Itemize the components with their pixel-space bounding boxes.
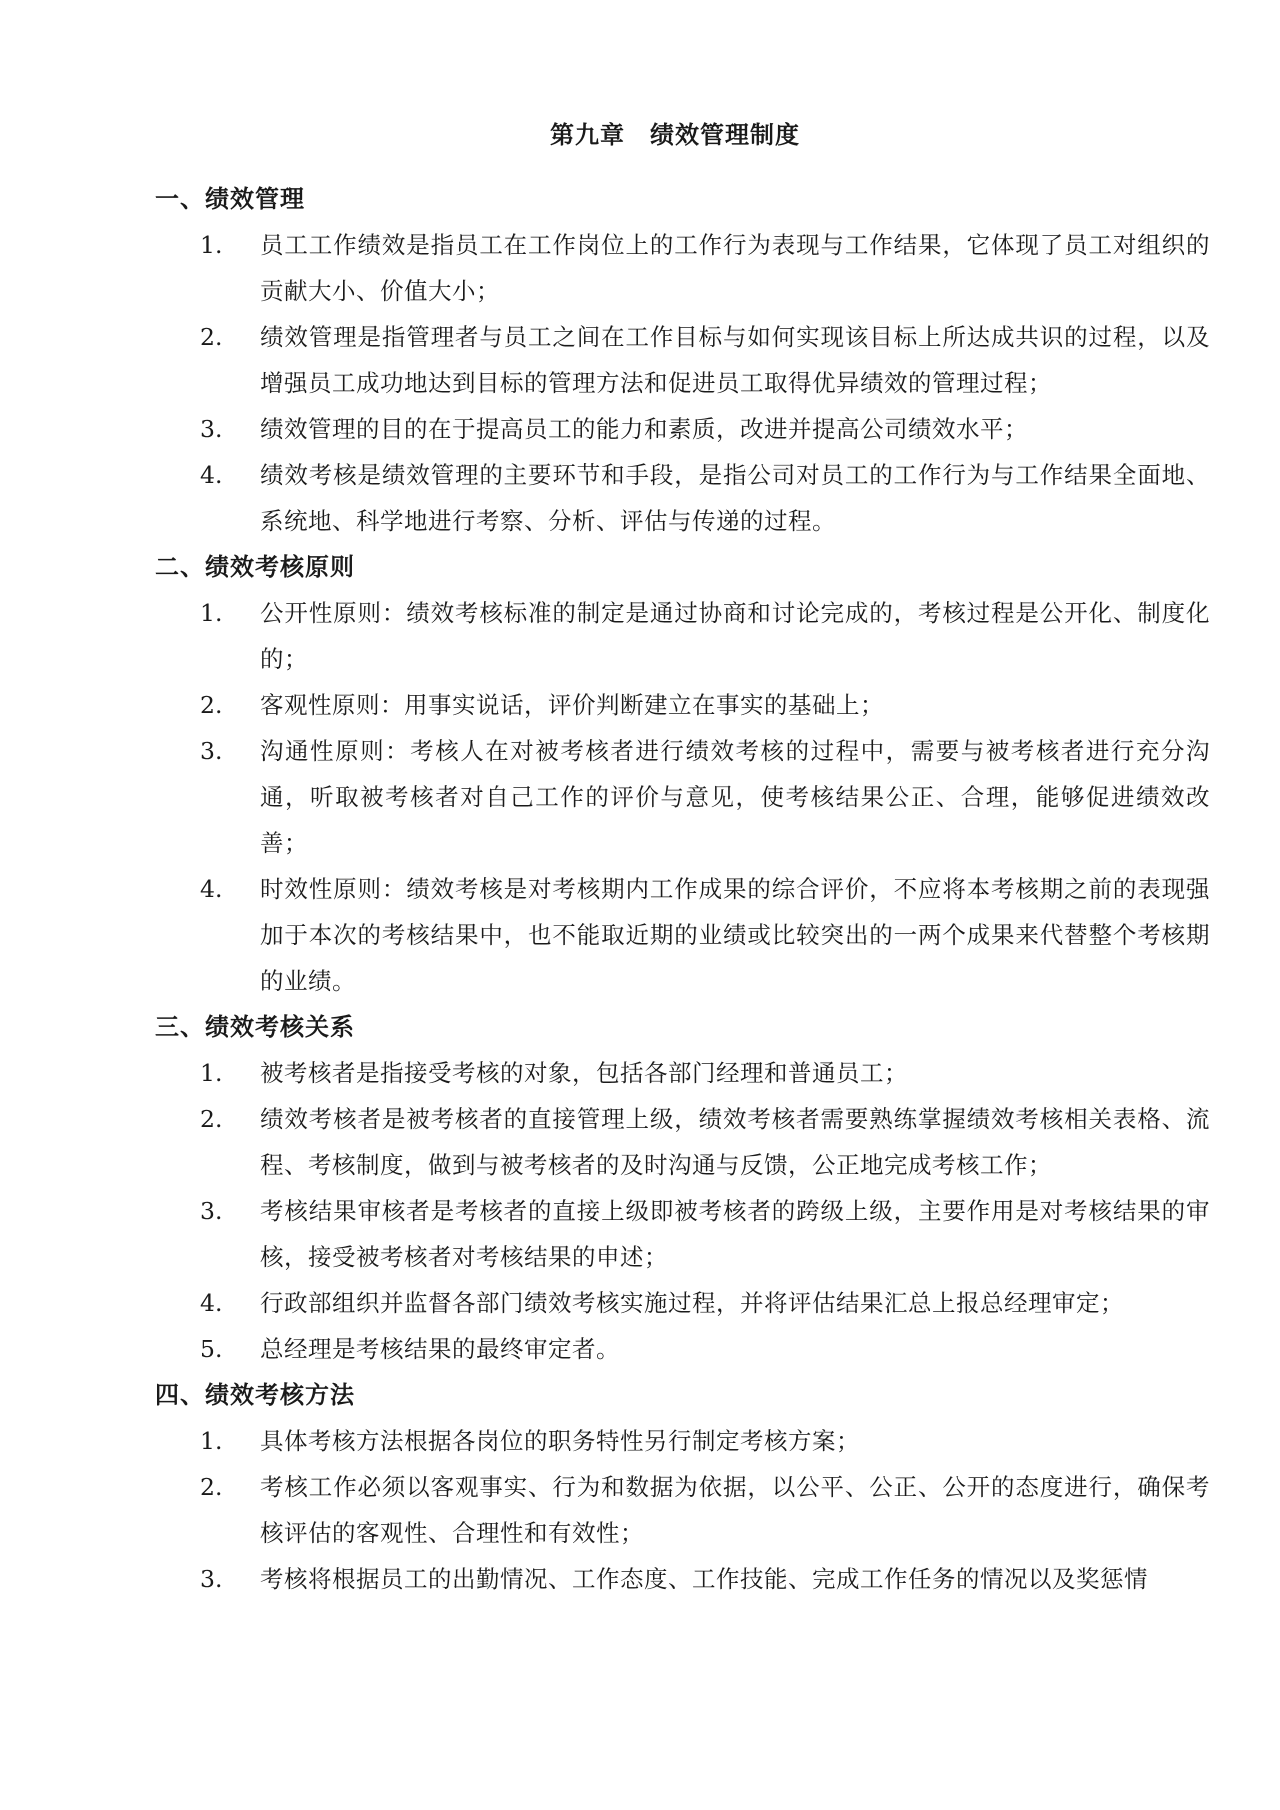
list-item-text: 时效性原则：绩效考核是对考核期内工作成果的综合评价，不应将本考核期之前的表现强加于本次的考核结果中，也不能取近期的业绩或比较突出的一两个成果来代替整个考核期的业绩。 [260, 875, 1210, 995]
list-item [155, 406, 1210, 452]
numbered-list [155, 1418, 1210, 1602]
list-item-number: 2. [200, 1473, 223, 1501]
list-item-number: 1. [200, 599, 223, 627]
list-item-number: 3. [200, 1197, 223, 1225]
list-item-text: 员工工作绩效是指员工在工作岗位上的工作行为表现与工作结果，它体现了员工对组织的贡献大小、价值大小； [260, 231, 1210, 305]
section [155, 1380, 1210, 1602]
list-item [155, 866, 1210, 1004]
list-item-number: 1. [200, 1427, 223, 1455]
list-item-number: 3. [200, 1565, 223, 1593]
list-item-text: 考核将根据员工的出勤情况、工作态度、工作技能、完成工作任务的情况以及奖惩情 [260, 1565, 1148, 1593]
list-item [155, 682, 1210, 728]
list-item [155, 728, 1210, 866]
list-item-number: 3. [200, 737, 223, 765]
list-item [155, 1280, 1210, 1326]
list-item-text: 具体考核方法根据各岗位的职务特性另行制定考核方案； [260, 1427, 860, 1455]
list-item-text: 绩效管理是指管理者与员工之间在工作目标与如何实现该目标上所达成共识的过程，以及增强员工成功地达到目标的管理方法和促进员工取得优异绩效的管理过程； [260, 323, 1210, 397]
list-item-number: 2. [200, 691, 223, 719]
list-item [155, 1096, 1210, 1188]
list-item [155, 1188, 1210, 1280]
list-item-text: 绩效考核者是被考核者的直接管理上级，绩效考核者需要熟练掌握绩效考核相关表格、流程、考核制度，做到与被考核者的及时沟通与反馈，公正地完成考核工作； [260, 1105, 1210, 1179]
list-item-number: 4. [200, 1289, 223, 1317]
section-heading: 二、绩效考核原则 [155, 552, 355, 581]
list-item-number: 1. [200, 231, 223, 259]
list-item [155, 1556, 1210, 1602]
list-item [155, 1050, 1210, 1096]
list-item-number: 3. [200, 415, 223, 443]
section [155, 552, 1210, 1004]
numbered-list [155, 1050, 1210, 1372]
list-item [155, 1464, 1210, 1556]
list-item [155, 222, 1210, 314]
list-item-text: 客观性原则：用事实说话，评价判断建立在事实的基础上； [260, 691, 884, 719]
list-item-number: 5. [200, 1335, 223, 1363]
section [155, 184, 1210, 544]
section-heading: 三、绩效考核关系 [155, 1012, 355, 1041]
numbered-list [155, 222, 1210, 544]
list-item-text: 行政部组织并监督各部门绩效考核实施过程，并将评估结果汇总上报总经理审定； [260, 1289, 1124, 1317]
list-item-text: 绩效管理的目的在于提高员工的能力和素质，改进并提高公司绩效水平； [260, 415, 1028, 443]
section-heading: 一、绩效管理 [155, 184, 305, 213]
list-item [155, 314, 1210, 406]
document-body [155, 184, 1210, 1602]
list-item-number: 2. [200, 1105, 223, 1133]
list-item-text: 考核工作必须以客观事实、行为和数据为依据，以公平、公正、公开的态度进行，确保考核评估的客观性、合理性和有效性； [260, 1473, 1210, 1547]
section-heading: 四、绩效考核方法 [155, 1380, 355, 1409]
page-title: 第九章 绩效管理制度 [550, 120, 800, 149]
section [155, 1012, 1210, 1372]
list-item-number: 2. [200, 323, 223, 351]
list-item-number: 1. [200, 1059, 223, 1087]
list-item [155, 1418, 1210, 1464]
numbered-list [155, 590, 1210, 1004]
list-item-text: 沟通性原则：考核人在对被考核者进行绩效考核的过程中，需要与被考核者进行充分沟通，听取被考核者对自己工作的评价与意见，使考核结果公正、合理，能够促进绩效改善； [260, 737, 1210, 857]
list-item-text: 公开性原则：绩效考核标准的制定是通过协商和讨论完成的，考核过程是公开化、制度化的； [260, 599, 1210, 673]
list-item-text: 考核结果审核者是考核者的直接上级即被考核者的跨级上级，主要作用是对考核结果的审核，接受被考核者对考核结果的申述； [260, 1197, 1210, 1271]
list-item-text: 被考核者是指接受考核的对象，包括各部门经理和普通员工； [260, 1059, 908, 1087]
list-item [155, 452, 1210, 544]
list-item-number: 4. [200, 461, 223, 489]
list-item-text: 总经理是考核结果的最终审定者。 [260, 1335, 620, 1363]
list-item [155, 590, 1210, 682]
list-item-text: 绩效考核是绩效管理的主要环节和手段，是指公司对员工的工作行为与工作结果全面地、系统地、科学地进行考察、分析、评估与传递的过程。 [260, 461, 1210, 535]
list-item [155, 1326, 1210, 1372]
list-item-number: 4. [200, 875, 223, 903]
